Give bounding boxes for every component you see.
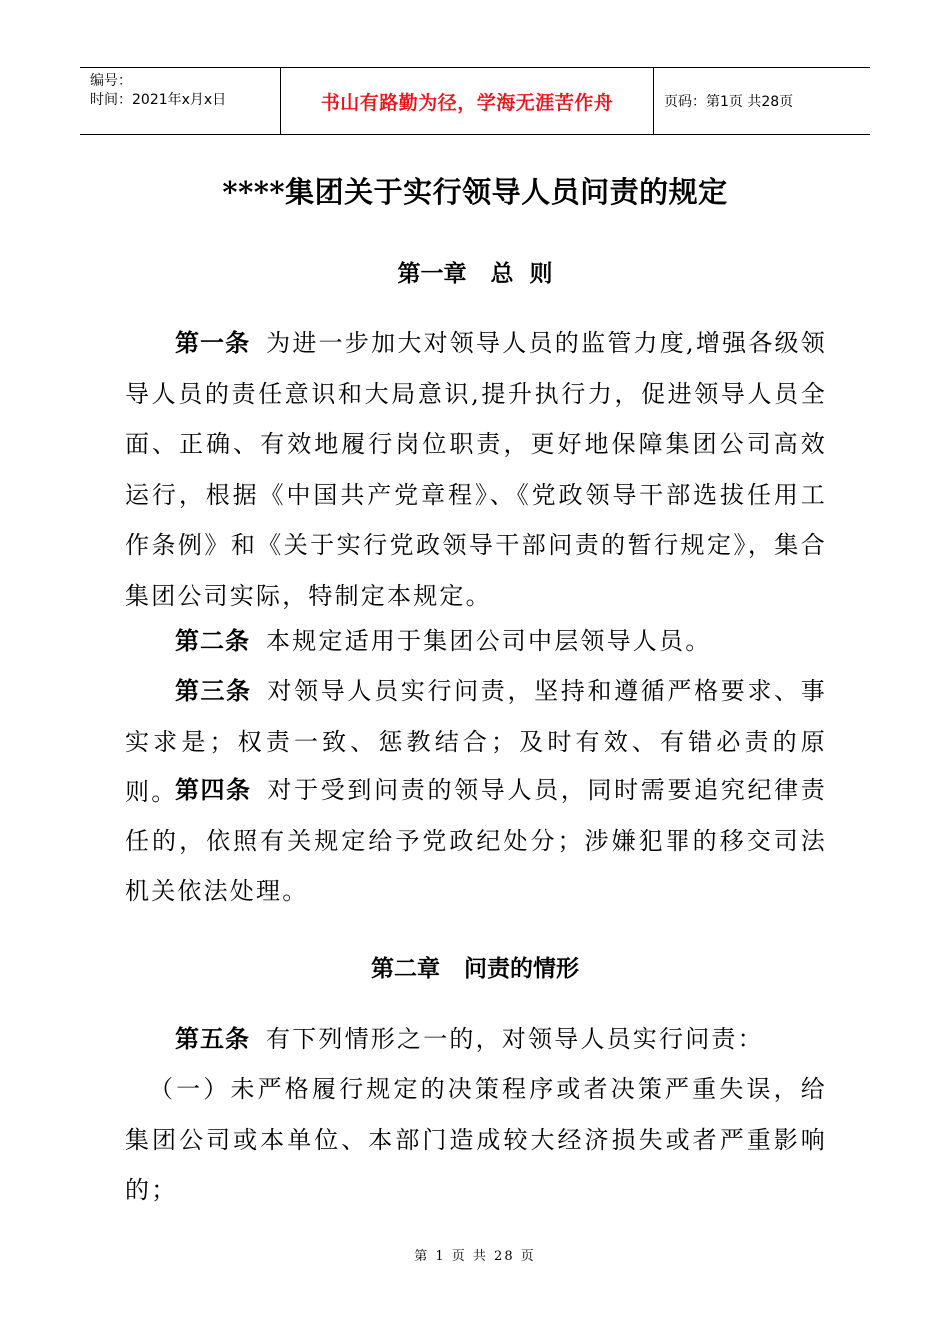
- chapter-2-name: 问责的情形: [464, 956, 579, 982]
- article-1-text: 为进一步加大对领导人员的监管力度,增强各级领导人员的责任意识和大局意识,提升执行力，促进领导人员全面、正确、有效地履行岗位职责，更好地保障集团公司高效运行，根据《中国共产党章程》、《党政领导干部选拔任用工作条例》和《关于实行党政领导干部问责的暂行规定》，集合集团公司实际，特制定本规定。: [125, 329, 827, 610]
- chapter-1-name: 总 则: [490, 261, 553, 287]
- number-label: 编号：: [90, 73, 132, 89]
- article-5-item-1: （一）未严格履行规定的决策程序或者决策严重失误，给集团公司或本单位、本部门造成较大经济损失或者严重影响的；: [125, 1075, 827, 1204]
- article-4: [125, 765, 827, 917]
- header-page-cell: [654, 68, 870, 134]
- motto: 书山有路勤为径，学海无涯苦作舟: [320, 91, 614, 114]
- chapter-2-number: 第二章: [371, 956, 440, 982]
- article-2-label: 第二条: [175, 627, 250, 655]
- article-4-text: 对于受到问责的领导人员，同时需要追究纪律责任的，依照有关规定给予党政纪处分；涉嫌犯罪的移交司法机关依法处理。: [125, 776, 828, 905]
- header-meta: [80, 68, 281, 134]
- article-5-label: 第五条: [175, 1025, 250, 1053]
- time-label: 时间：2021年x月x日: [90, 92, 227, 108]
- article-5: [125, 1014, 827, 1065]
- article-3-label: 第三条: [175, 677, 252, 705]
- article-1: [125, 318, 827, 621]
- document-title: ****集团关于实行领导人员问责的规定: [222, 175, 728, 209]
- chapter-2-heading: [0, 950, 950, 983]
- chapter-1-heading: [0, 255, 950, 288]
- article-3-text: 对领导人员实行问责，坚持和遵循严格要求、事实求是；权责一致、惩教结合；及时有效、有错必责的原则。: [125, 677, 828, 806]
- page-info: 页码：第1页 共28页: [664, 94, 794, 110]
- article-2-text: 本规定适用于集团公司中层领导人员。: [266, 627, 712, 655]
- article-2: [125, 616, 827, 667]
- article-1-label: 第一条: [175, 329, 251, 357]
- chapter-1-number: 第一章: [397, 261, 467, 287]
- article-5-text: 有下列情形之一的，对领导人员实行问责：: [266, 1025, 764, 1053]
- page-footer: 第 1 页 共 28 页: [414, 1249, 536, 1264]
- header-table: [80, 67, 870, 135]
- article-4-label: 第四条: [175, 776, 252, 804]
- header-motto-cell: [281, 68, 654, 134]
